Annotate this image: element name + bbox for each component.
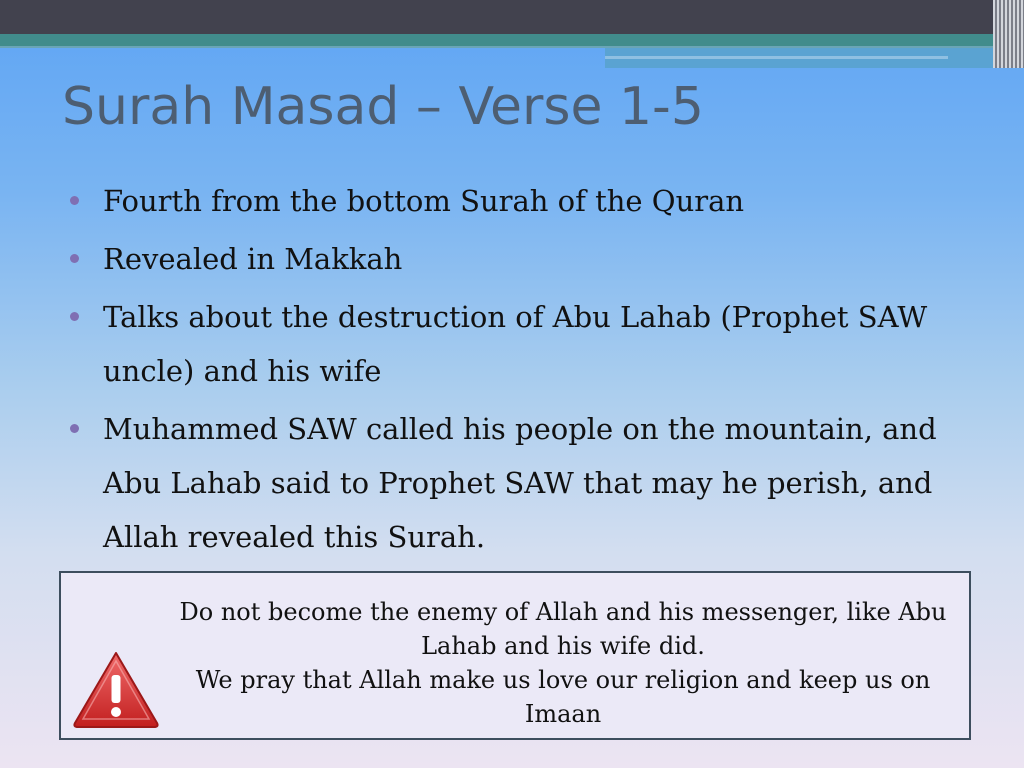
accent-stripe xyxy=(0,34,1024,46)
bullet-dot xyxy=(70,312,79,321)
bullet-item xyxy=(70,174,980,228)
decorative-stripes xyxy=(993,0,1024,68)
top-bar xyxy=(0,0,1024,34)
callout-line: Do not become the enemy of Allah and his messenger, like Abu Lahab and his wife did. xyxy=(179,598,947,660)
callout-text xyxy=(163,595,963,731)
bullet-item xyxy=(70,290,980,398)
warning-icon xyxy=(71,649,161,729)
bullet-text: Talks about the destruction of Abu Lahab (Prophet SAW uncle) and his wife xyxy=(103,300,928,388)
bullet-item xyxy=(70,402,980,564)
callout-line: We pray that Allah make us love our religion and keep us on Imaan xyxy=(195,666,931,728)
slide-title: Surah Masad – Verse 1-5 xyxy=(62,77,704,137)
bullet-text: Revealed in Makkah xyxy=(103,242,403,276)
bullet-text: Muhammed SAW called his people on the mountain, and Abu Lahab said to Prophet SAW that may he perish, and Allah revealed this Surah. xyxy=(103,412,937,554)
bullet-item xyxy=(70,232,980,286)
bullet-dot xyxy=(70,424,79,433)
bullet-list xyxy=(70,174,980,568)
bullet-dot xyxy=(70,196,79,205)
bullet-text: Fourth from the bottom Surah of the Quran xyxy=(103,184,745,218)
bullet-dot xyxy=(70,254,79,263)
header-line-right xyxy=(605,56,948,59)
callout-box xyxy=(59,571,971,740)
